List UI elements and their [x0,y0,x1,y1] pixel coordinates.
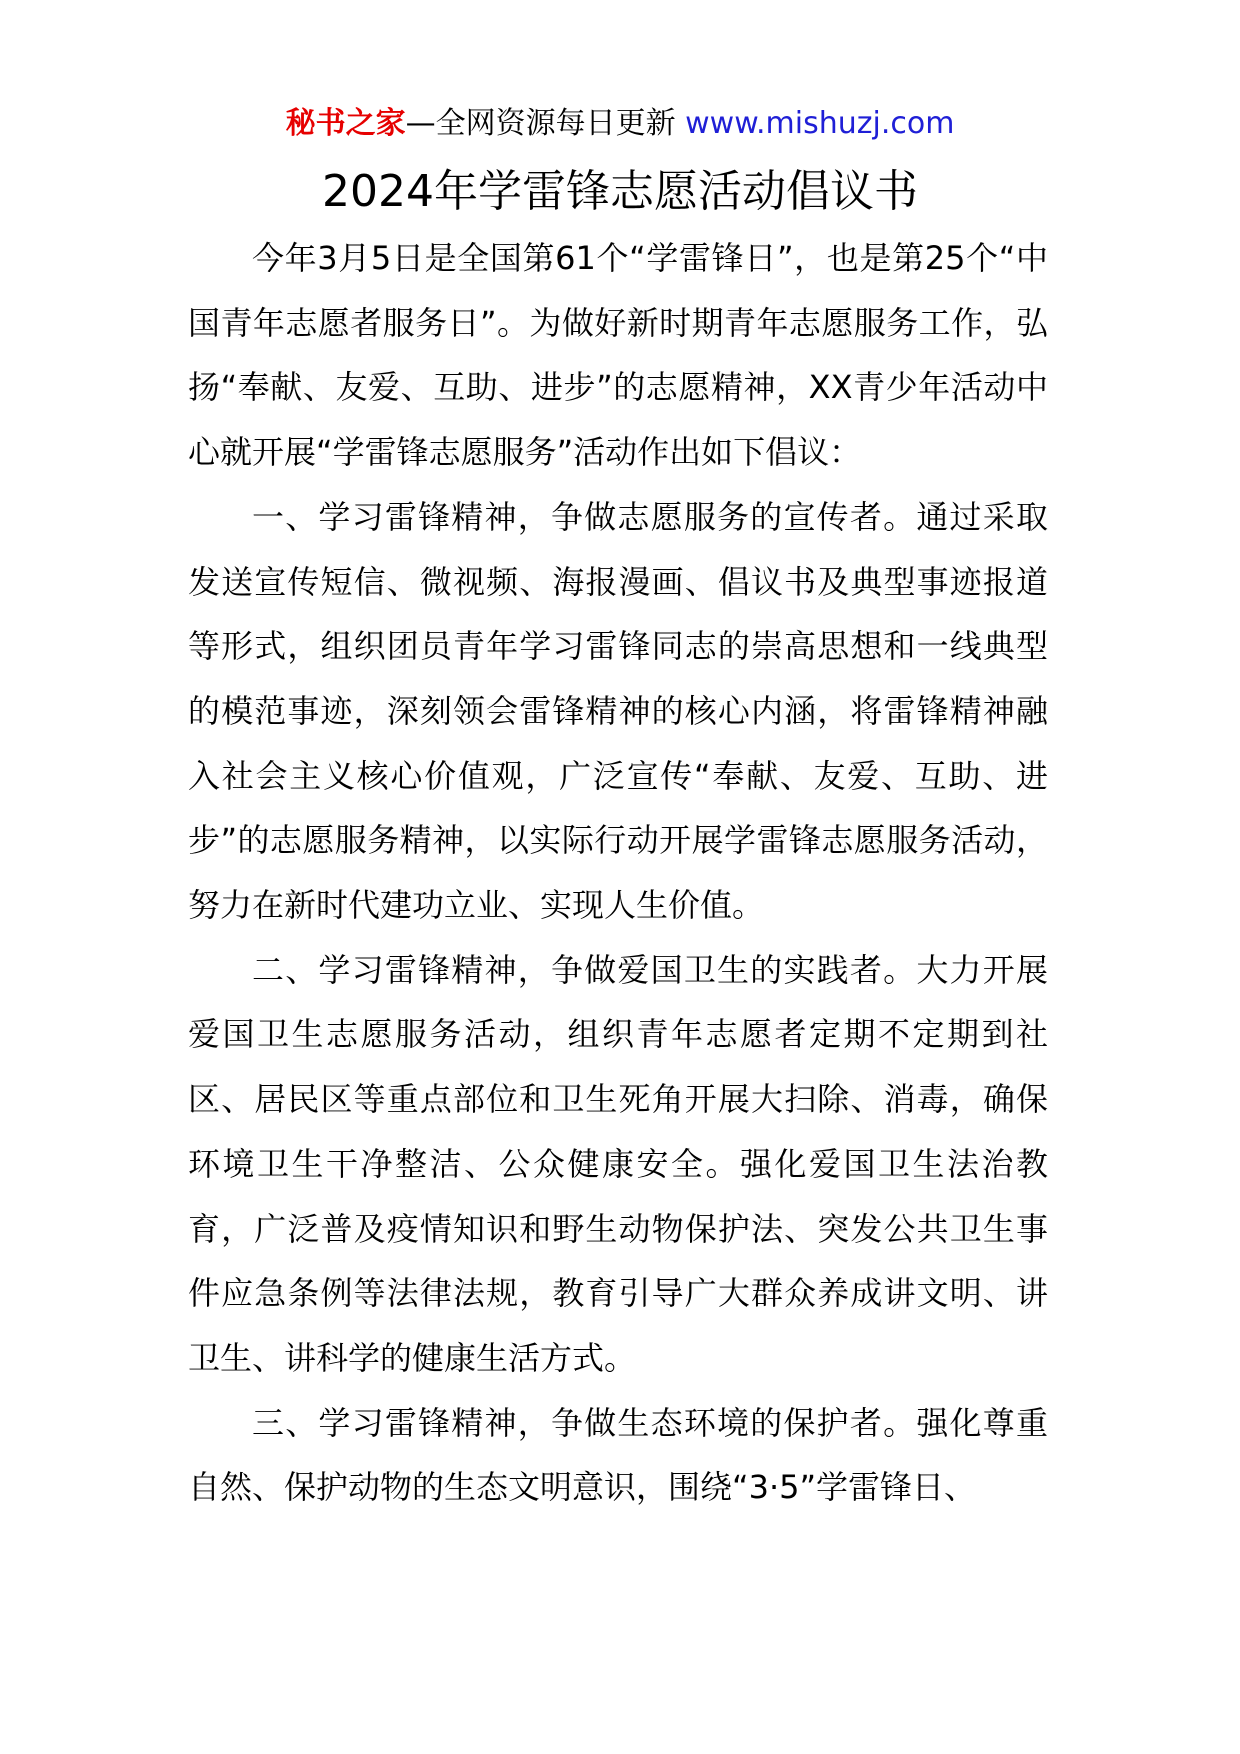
header-tagline: —全网资源每日更新 [405,106,686,141]
site-header [0,102,1240,146]
paragraph-item-2: 二、学习雷锋精神，争做爱国卫生的实践者。大力开展爱国卫生志愿服务活动，组织青年志愿者定期不定期到社区、居民区等重点部位和卫生死角开展大扫除、消毒，确保环境卫生干净整洁、公众健康安全。强化爱国卫生法治教育，广泛普及疫情知识和野生动物保护法、突发公共卫生事件应急条例等法律法规，教育引导广大群众养成讲文明、讲卫生、讲科学的健康生活方式。 [188,950,1048,1377]
paragraph-intro: 今年3月5日是全国第61个“学雷锋日”，也是第25个“中国青年志愿者服务日”。为做好新时期青年志愿服务工作，弘扬“奉献、友爱、互助、进步”的志愿精神，XX青少年活动中心就开展“学雷锋志愿服务”活动作出如下倡议： [188,239,1048,472]
document-title: 2024年学雷锋志愿活动倡议书 [322,166,918,217]
document-body [188,226,1048,1520]
paragraph-item-1: 一、学习雷锋精神，争做志愿服务的宣传者。通过采取发送宣传短信、微视频、海报漫画、倡议书及典型事迹报道等形式，组织团员青年学习雷锋同志的崇高思想和一线典型的模范事迹，深刻领会雷锋精神的核心内涵，将雷锋精神融入社会主义核心价值观，广泛宣传“奉献、友爱、互助、进步”的志愿服务精神，以实际行动开展学雷锋志愿服务活动，努力在新时代建功立业、实现人生价值。 [188,497,1048,925]
paragraph-item-3: 三、学习雷锋精神，争做生态环境的保护者。强化尊重自然、保护动物的生态文明意识，围绕“3·5”学雷锋日、 [188,1403,1048,1507]
site-url-link[interactable]: www.mishuzj.com [685,106,955,141]
brand-name: 秘书之家 [285,106,406,141]
